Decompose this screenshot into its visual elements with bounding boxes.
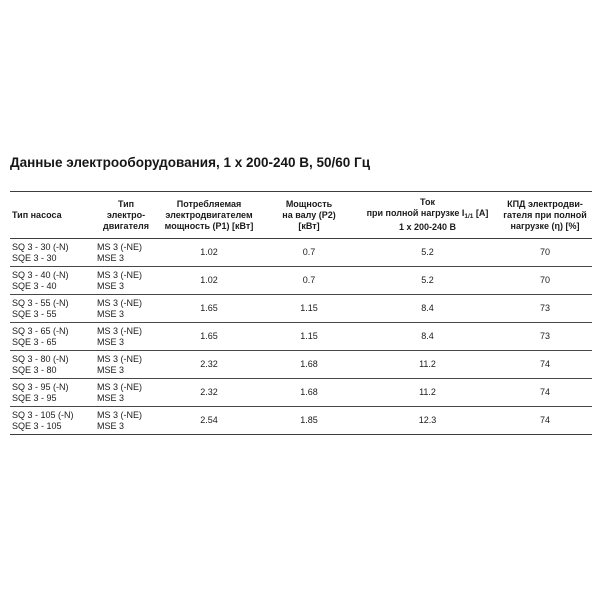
p2-power-cell-text: 0.7 <box>302 247 316 257</box>
p2-power-cell-text: 1.15 <box>300 303 318 313</box>
full-load-current-cell-text: 5.2 <box>421 275 434 285</box>
motor-type-cell-text: MS 3 (-NE) <box>97 297 142 308</box>
header-text: 1 x 200-240 В <box>398 222 457 232</box>
full-load-current-cell <box>357 379 498 407</box>
p2-power-cell-text: 1.85 <box>300 415 318 425</box>
motor-type-cell-text: MSE 3 <box>97 308 125 319</box>
motor-type-cell <box>95 267 157 295</box>
motor-type-cell-text: MS 3 (-NE) <box>97 325 142 336</box>
p1-power-cell <box>157 351 261 379</box>
p2-power-cell-text: 1.68 <box>300 387 318 397</box>
full-load-current-cell <box>357 267 498 295</box>
full-load-current-cell-text: 12.3 <box>418 415 437 425</box>
full-load-current-cell <box>357 239 498 267</box>
p1-power-cell-text: 2.54 <box>200 415 218 425</box>
full-load-current-cell-text: 11.2 <box>419 387 436 397</box>
header-text: электро- <box>106 209 146 220</box>
motor-type-cell-text: MS 3 (-NE) <box>97 353 142 364</box>
p1-power-cell <box>157 379 261 407</box>
p1-power-cell-text: 1.02 <box>200 275 218 285</box>
page-title: Данные электрооборудования, 1 x 200-240 В, 50/60 Гц <box>10 155 371 170</box>
p2-power-cell <box>261 323 357 351</box>
motor-type-cell <box>95 295 157 323</box>
efficiency-cell <box>498 239 592 267</box>
table-row <box>10 379 592 407</box>
header-text: Тип насоса <box>12 209 62 220</box>
column-header-full-load-current <box>357 192 498 239</box>
pump-type-cell-text: SQE 3 - 105 <box>12 420 62 431</box>
motor-type-cell-text: MS 3 (-NE) <box>97 241 142 252</box>
header-text: Ток <box>420 197 435 207</box>
p2-power-cell <box>261 407 357 435</box>
header-text: электродвигателем <box>165 209 253 220</box>
header-text-part: [A] <box>473 208 489 218</box>
pump-type-cell <box>10 323 95 351</box>
efficiency-cell <box>498 351 592 379</box>
pump-type-cell-text: SQE 3 - 40 <box>12 280 57 291</box>
motor-type-cell-text: MSE 3 <box>97 252 125 263</box>
table-row <box>10 351 592 379</box>
p2-power-cell <box>261 239 357 267</box>
column-header-motor-type <box>95 192 157 239</box>
header-text: КПД электродви- <box>507 198 583 209</box>
efficiency-cell <box>498 295 592 323</box>
efficiency-cell-text: 70 <box>539 247 550 257</box>
motor-type-cell-text: MSE 3 <box>97 392 125 403</box>
table-row <box>10 295 592 323</box>
pump-type-cell <box>10 407 95 435</box>
full-load-current-cell-text: 11.2 <box>419 359 436 369</box>
full-load-current-cell-text: 8.4 <box>421 331 434 341</box>
pump-type-cell-text: SQE 3 - 55 <box>12 308 57 319</box>
motor-type-cell-text: MSE 3 <box>97 280 125 291</box>
header-text: Потребляемая <box>176 198 242 209</box>
pump-type-cell-text: SQE 3 - 65 <box>12 336 57 347</box>
motor-type-cell <box>95 239 157 267</box>
efficiency-cell-text: 73 <box>539 331 550 341</box>
p1-power-cell-text: 2.32 <box>200 359 218 369</box>
efficiency-cell-text: 74 <box>539 415 550 425</box>
pump-type-cell-text: SQE 3 - 30 <box>12 252 57 263</box>
motor-type-cell-text: MS 3 (-NE) <box>97 381 142 392</box>
motor-type-cell-text: MSE 3 <box>97 364 125 375</box>
efficiency-cell <box>498 407 592 435</box>
pump-type-cell <box>10 239 95 267</box>
pump-type-cell-text: SQ 3 - 30 (-N) <box>12 241 69 252</box>
p1-power-cell-text: 1.02 <box>200 247 218 257</box>
pump-type-cell <box>10 351 95 379</box>
column-header-pump-type <box>10 192 95 239</box>
full-load-current-cell <box>357 351 498 379</box>
p1-power-cell <box>157 239 261 267</box>
pump-type-cell-text: SQ 3 - 80 (-N) <box>12 353 69 364</box>
p2-power-cell <box>261 351 357 379</box>
efficiency-cell-text: 73 <box>539 303 550 313</box>
pump-type-cell-text: SQ 3 - 105 (-N) <box>12 409 74 420</box>
pump-type-cell-text: SQE 3 - 80 <box>12 364 57 375</box>
motor-type-cell <box>95 323 157 351</box>
efficiency-cell <box>498 267 592 295</box>
header-text: Мощность <box>285 198 333 209</box>
motor-type-cell-text: MS 3 (-NE) <box>97 409 142 420</box>
efficiency-cell <box>498 323 592 351</box>
p1-power-cell-text: 1.65 <box>200 331 218 341</box>
table-row <box>10 267 592 295</box>
header-text: Тип <box>117 198 135 209</box>
header-text: на валу (P2) <box>282 209 336 220</box>
p1-power-cell-text: 2.32 <box>200 387 218 397</box>
pump-type-cell-text: SQ 3 - 65 (-N) <box>12 325 69 336</box>
header-text <box>359 208 496 222</box>
current-subscript: 1/1 <box>464 213 474 220</box>
efficiency-cell <box>498 379 592 407</box>
p2-power-cell-text: 0.7 <box>302 275 316 285</box>
motor-type-cell <box>95 379 157 407</box>
table-header-row <box>10 192 592 239</box>
motor-type-cell-text: MS 3 (-NE) <box>97 269 142 280</box>
header-text: [кВт] <box>298 220 320 231</box>
electrical-data-table <box>10 191 592 435</box>
efficiency-cell-text: 74 <box>539 387 550 397</box>
p2-power-cell <box>261 295 357 323</box>
p1-power-cell <box>157 407 261 435</box>
full-load-current-cell <box>357 295 498 323</box>
table-row <box>10 239 592 267</box>
header-text: двигателя <box>103 220 149 231</box>
motor-type-cell-text: MSE 3 <box>97 420 125 431</box>
p1-power-cell <box>157 295 261 323</box>
p2-power-cell <box>261 379 357 407</box>
p2-power-cell-text: 1.15 <box>300 331 318 341</box>
full-load-current-cell-text: 5.2 <box>421 247 434 257</box>
pump-type-cell-text: SQ 3 - 95 (-N) <box>12 381 69 392</box>
full-load-current-cell <box>357 323 498 351</box>
motor-type-cell <box>95 351 157 379</box>
header-text: мощность (P1) [кВт] <box>164 220 254 231</box>
full-load-current-cell-text: 8.4 <box>421 303 434 313</box>
efficiency-cell-text: 74 <box>539 359 550 369</box>
pump-type-cell <box>10 379 95 407</box>
motor-type-cell <box>95 407 157 435</box>
table-row <box>10 407 592 435</box>
column-header-p1-power <box>157 192 261 239</box>
p1-power-cell-text: 1.65 <box>200 303 218 313</box>
column-header-motor-efficiency <box>498 192 592 239</box>
header-text-part: при полной нагрузке I <box>366 208 465 218</box>
efficiency-cell-text: 70 <box>539 275 550 285</box>
p2-power-cell <box>261 267 357 295</box>
p1-power-cell <box>157 267 261 295</box>
table-body <box>10 239 592 435</box>
pump-type-cell <box>10 267 95 295</box>
table-row <box>10 323 592 351</box>
header-text: нагрузке (η) [%] <box>510 220 580 231</box>
pump-type-cell <box>10 295 95 323</box>
p2-power-cell-text: 1.68 <box>300 359 318 369</box>
motor-type-cell-text: MSE 3 <box>97 336 125 347</box>
pump-type-cell-text: SQ 3 - 40 (-N) <box>12 269 69 280</box>
table-header <box>10 192 592 239</box>
full-load-current-cell <box>357 407 498 435</box>
p1-power-cell <box>157 323 261 351</box>
pump-type-cell-text: SQE 3 - 95 <box>12 392 57 403</box>
pump-type-cell-text: SQ 3 - 55 (-N) <box>12 297 69 308</box>
header-text: гателя при полной <box>503 209 587 220</box>
column-header-p2-power <box>261 192 357 239</box>
